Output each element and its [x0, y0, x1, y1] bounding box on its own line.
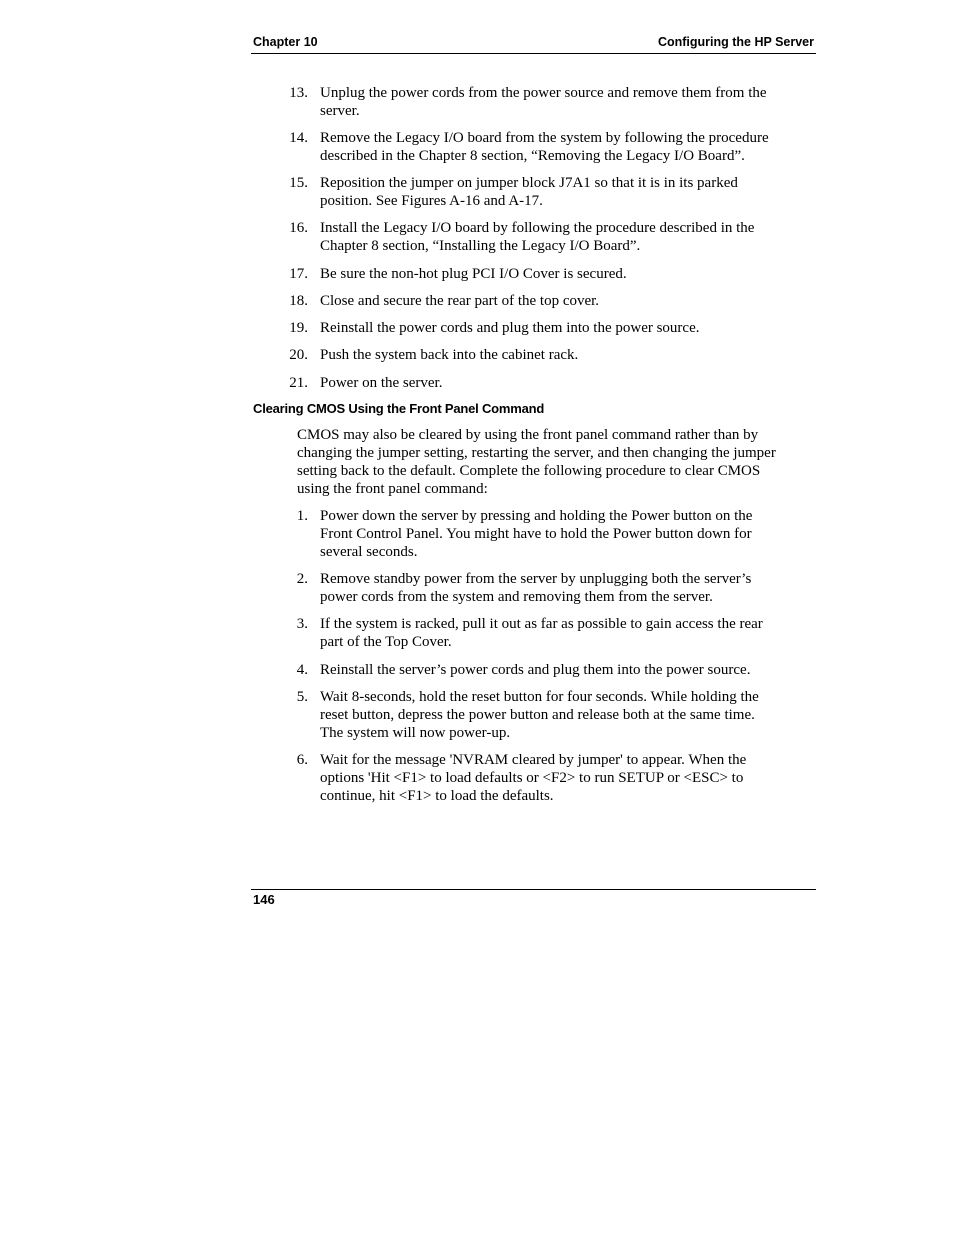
- step-number: 5.: [296, 689, 308, 705]
- step-text-line: Chapter 8 section, “Installing the Legacy I/O Board”.: [320, 238, 641, 254]
- step-text: [320, 346, 800, 364]
- step-text: [320, 319, 800, 337]
- step-number: 17.: [289, 266, 308, 282]
- step-text-line: Reinstall the server’s power cords and plug them into the power source.: [320, 662, 751, 678]
- step-number: 19.: [289, 320, 308, 336]
- step-text-line: power cords from the system and removing them from the server.: [320, 589, 713, 605]
- step-number: 16.: [289, 220, 308, 236]
- step-text-line: Push the system back into the cabinet rack.: [320, 347, 579, 363]
- step-number: 15.: [289, 175, 308, 191]
- step-text-line: server.: [320, 103, 360, 119]
- step-text: [320, 84, 800, 120]
- page-number: 146: [253, 892, 275, 907]
- step-text: [320, 751, 800, 805]
- step-text-line: Power down the server by pressing and holding the Power button on the: [320, 508, 753, 524]
- intro-line: changing the jumper setting, restarting the server, and then changing the jumper: [297, 445, 776, 461]
- step-number: 18.: [289, 293, 308, 309]
- step-text: [320, 265, 800, 283]
- intro-line: CMOS may also be cleared by using the front panel command rather than by: [297, 427, 759, 443]
- chapter-title: Configuring the HP Server: [657, 35, 814, 49]
- step-text: [320, 661, 800, 679]
- chapter-label: Chapter 10: [253, 35, 318, 49]
- step-text: [320, 507, 800, 561]
- step-text: [320, 174, 800, 210]
- footer-divider: [251, 889, 816, 890]
- step-text-line: Wait for the message 'NVRAM cleared by jumper' to appear. When the: [320, 752, 747, 768]
- step-text: [320, 219, 800, 255]
- step-number: 4.: [296, 662, 308, 678]
- step-text: [320, 615, 800, 651]
- step-text-line: continue, hit <F1> to load the defaults.: [320, 788, 554, 804]
- step-text-line: Unplug the power cords from the power source and remove them from the: [320, 85, 767, 101]
- intro-line: setting back to the default. Complete the following procedure to clear CMOS: [297, 463, 761, 479]
- step-number: 13.: [289, 85, 308, 101]
- step-text-line: reset button, depress the power button and release both at the same time.: [320, 707, 755, 723]
- step-text-line: Front Control Panel. You might have to hold the Power button down for: [320, 526, 752, 542]
- step-text: [320, 688, 800, 742]
- step-text-line: Power on the server.: [320, 375, 443, 391]
- step-number: 2.: [296, 571, 308, 587]
- step-number: 14.: [289, 130, 308, 146]
- step-text-line: Remove the Legacy I/O board from the system by following the procedure: [320, 130, 769, 146]
- step-number: 3.: [296, 616, 308, 632]
- step-text-line: several seconds.: [320, 544, 418, 560]
- step-number: 21.: [289, 375, 308, 391]
- step-number: 20.: [289, 347, 308, 363]
- step-text-line: options 'Hit <F1> to load defaults or <F2> to run SETUP or <ESC> to: [320, 770, 744, 786]
- step-text-line: If the system is racked, pull it out as far as possible to gain access the rear: [320, 616, 763, 632]
- step-text-line: described in the Chapter 8 section, “Removing the Legacy I/O Board”.: [320, 148, 745, 164]
- step-text: [320, 570, 800, 606]
- step-text-line: position. See Figures A-16 and A-17.: [320, 193, 543, 209]
- step-text: [320, 374, 800, 392]
- step-text-line: Wait 8-seconds, hold the reset button for four seconds. While holding the: [320, 689, 759, 705]
- step-text: [320, 292, 800, 310]
- step-text-line: Reinstall the power cords and plug them into the power source.: [320, 320, 700, 336]
- step-text: [320, 129, 800, 165]
- step-number: 1.: [296, 508, 308, 524]
- section-heading: Clearing CMOS Using the Front Panel Command: [253, 401, 545, 416]
- step-text-line: Close and secure the rear part of the top cover.: [320, 293, 600, 309]
- page-header: [251, 34, 816, 54]
- step-text-line: Reposition the jumper on jumper block J7A1 so that it is in its parked: [320, 175, 738, 191]
- step-number: 6.: [296, 752, 308, 768]
- step-text-line: Install the Legacy I/O board by following the procedure described in the: [320, 220, 755, 236]
- intro-line: using the front panel command:: [297, 481, 488, 497]
- step-text-line: part of the Top Cover.: [320, 634, 452, 650]
- section-intro: [297, 426, 802, 498]
- step-text-line: The system will now power-up.: [320, 725, 511, 741]
- step-text-line: Remove standby power from the server by unplugging both the server’s: [320, 571, 752, 587]
- step-text-line: Be sure the non-hot plug PCI I/O Cover is secured.: [320, 266, 627, 282]
